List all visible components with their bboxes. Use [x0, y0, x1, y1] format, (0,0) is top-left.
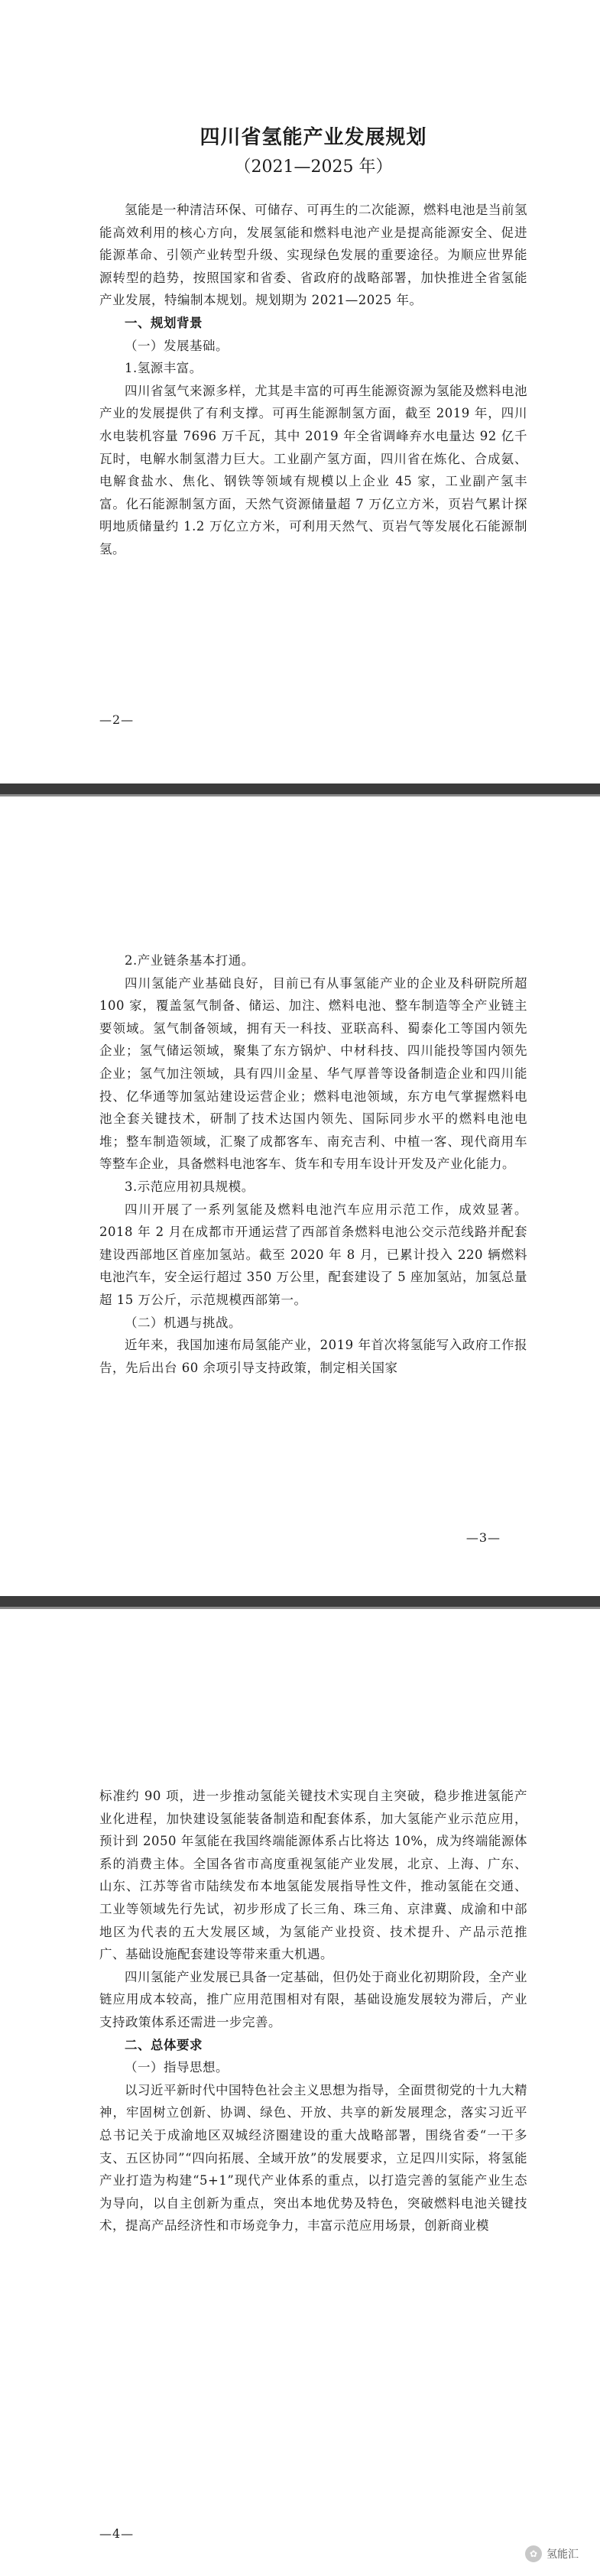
page-separator: [0, 1596, 600, 1607]
wechat-logo-icon: ✿: [525, 2545, 542, 2562]
document-title: 四川省氢能产业发展规划: [199, 126, 427, 149]
subsection-heading-opportunity: （二）机遇与挑战。: [125, 1315, 242, 1330]
item-heading-demo: 3.示范应用初具规模。: [125, 1179, 255, 1194]
section-heading-requirements: 二、总体要求: [125, 2037, 203, 2052]
item-heading-chain: 2.产业链条基本打通。: [125, 953, 255, 968]
intro-paragraph: 氢能是一种清洁环保、可储存、可再生的二次能源，燃料电池是当前氢能高效利用的核心方向，发展氢能和燃料电池产业是提高能源安全、促进能源革命、引领产业转型升级、实现绿色发展的重要途径。为顺应世界能源转型的趋势，按照国家和省委、省政府的战略部署，加快推进全省氢能产业发展，特编制本规划。规划期为 2021—2025 年。: [99, 203, 527, 308]
page-number: —2—: [99, 712, 135, 727]
chain-paragraph: 四川氢能产业基础良好，目前已有从事氢能产业的企业及科研院所超 100 家，覆盖氢气制备、储运、加注、燃料电池、整车制造等全产业链主要领域。氢气制备领域，拥有天一科技、亚联高科、蜀泰化工等国内领先企业；氢气储运领域，聚集了东方锅炉、中材科技、四川能投等国内领先企业；氢气加注领域，具有四川金星、华气厚普等设备制造企业和四川能投、亿华通等加氢站建设运营企业；燃料电池领域，东方电气掌握燃料电池全套关键技术，研制了技术达国内领先、国际同步水平的燃料电池电堆；整车制造领域，汇聚了成都客车、南充吉利、中植一客、现代商用车等整车企业，具备燃料电池客车、货车和专用车设计开发及产业化能力。: [99, 975, 527, 1172]
continued-paragraph: 标准约 90 项，进一步推动氢能关键技术实现自主突破，稳步推进氢能产业化进程，加快建设氢能装备制造和配套体系，加大氢能产业示范应用，预计到 2050 年氢能在我国终端能源体系占比将达 10%，成为终端能源体系的消费主体。全国各省市高度重视氢能产业发展，北京、上海、广东、山东、江苏等省市陆续发布本地氢能发展指导性文件，推动氢能在交通、工业等领域先行先试，初步形成了长三角、珠三角、京津冀、成渝和中部地区为代表的五大发展区域，为氢能产业投资、技术提升、产品示范推广、基础设施配套建设等带来重大机遇。: [99, 1789, 527, 1962]
page-separator: [0, 784, 600, 794]
subsection-heading-thought: （一）指导思想。: [125, 2060, 229, 2075]
watermark-label: 氢能汇: [546, 2548, 579, 2561]
document-page-3: [0, 796, 600, 1596]
document-page-2: [0, 0, 600, 784]
challenge-paragraph: 四川氢能产业发展已具备一定基础，但仍处于商业化初期阶段，全产业链应用成本较高，推广应用范围相对有限，基础设施发展较为滞后，产业支持政策体系还需进一步完善。: [99, 1969, 527, 2029]
section-heading-background: 一、规划背景: [125, 315, 203, 330]
document-page-4: [0, 1609, 600, 2576]
subsection-heading-basis: （一）发展基础。: [125, 338, 229, 353]
opportunity-paragraph: 近年来，我国加速布局氢能产业，2019 年首次将氢能写入政府工作报告，先后出台 60 余项引导支持政策，制定相关国家: [99, 1338, 527, 1375]
page-number: —4—: [99, 2526, 135, 2541]
resources-paragraph: 四川省氢气来源多样，尤其是丰富的可再生能源资源为氢能及燃料电池产业的发展提供了有利支撑。可再生能源制氢方面，截至 2019 年，四川水电装机容量 7696 万千瓦，其中 2019 年全省调峰弃水电量达 92 亿千瓦时，电解水制氢潜力巨大。工业副产氢方面，四川省在炼化、合成氨、电解食盐水、焦化、钢铁等领域有规模以上企业 45 家，工业副产氢丰富。化石能源制氢方面，天然气资源储量超 7 万亿立方米，页岩气累计探明地质储量约 1.2 万亿立方米，可利用天然气、页岩气等发展化石能源制氢。: [99, 383, 527, 556]
source-watermark: [525, 2545, 579, 2562]
page-number: —3—: [465, 1530, 501, 1545]
document-subtitle: （2021—2025 年）: [234, 157, 393, 177]
demo-paragraph: 四川开展了一系列氢能及燃料电池汽车应用示范工作，成效显著。2018 年 2 月在成都市开通运营了西部首条燃料电池公交示范线路并配套建设西部地区首座加氢站。截至 2020 年 8 月，已累计投入 220 辆燃料电池汽车，安全运行超过 350 万公里，配套建设了 5 座加氢站，加氢总量超 15 万公斤，示范规模西部第一。: [99, 1202, 527, 1307]
thought-paragraph: 以习近平新时代中国特色社会主义思想为指导，全面贯彻党的十九大精神，牢固树立创新、协调、绿色、开放、共享的新发展理念，落实习近平总书记关于成渝地区双城经济圈建设的重大战略部署，围绕省委“一干多支、五区协同”“四向拓展、全域开放”的发展要求，立足四川实际，将氢能产业打造为构建“5+1”现代产业体系的重点，以打造完善的氢能产业生态为导向，以自主创新为重点，突出本地优势及特色，突破燃料电池关键技术，提高产品经济性和市场竞争力，丰富示范应用场景，创新商业模: [99, 2082, 527, 2234]
item-heading-resources: 1.氢源丰富。: [125, 361, 203, 376]
